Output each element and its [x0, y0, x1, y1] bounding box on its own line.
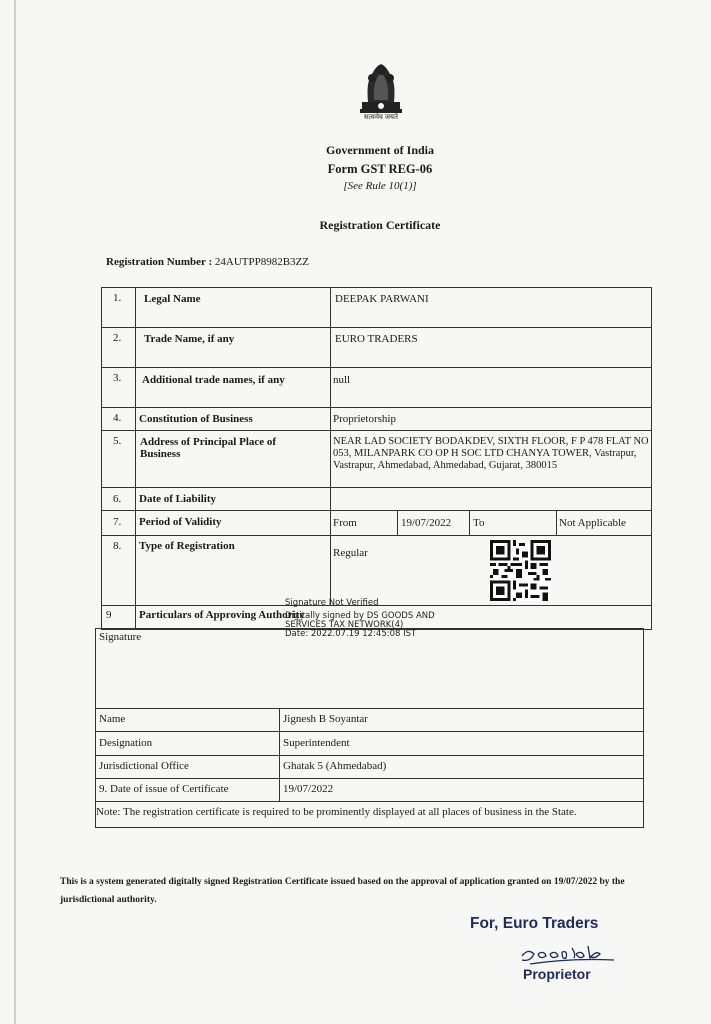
row-8-label: Type of Registration	[139, 540, 235, 552]
row-7-number: 7.	[113, 516, 122, 528]
issue-date-label: 9. Date of issue of Certificate	[99, 783, 229, 795]
row-5-label: Address of Principal Place of Business	[140, 436, 277, 460]
row-6-label: Date of Liability	[139, 493, 216, 505]
signature-label: Signature	[99, 631, 142, 643]
signature-date: Date: 2022.07.19 12:45:08 IST	[285, 629, 417, 639]
qr-code-icon	[490, 540, 551, 601]
row-4-value: Proprietorship	[333, 413, 396, 425]
authority-name-label: Name	[99, 713, 126, 725]
row-1-label: Legal Name	[144, 293, 201, 305]
row-3-label: Additional trade names, if any	[142, 374, 285, 386]
emblem-motto: सत्यमेव जयते	[364, 113, 398, 121]
jurisdictional-office-label: Jurisdictional Office	[99, 760, 189, 772]
jurisdictional-office-value: Ghatak 5 (Ahmedabad)	[283, 760, 387, 772]
certificate-title: Registration Certificate	[319, 218, 441, 232]
row-8-value: Regular	[333, 547, 368, 559]
registration-number	[106, 256, 309, 268]
validity-from-value: 19/07/2022	[401, 517, 452, 529]
system-generated-footer: This is a system generated digitally signed Registration Certificate issued based on the approval of application granted on 19/07/2022 by the jurisdictional authority.	[60, 877, 625, 905]
rule-reference: [See Rule 10(1)]	[343, 180, 417, 192]
digital-signature	[285, 599, 435, 639]
display-note: Note: The registration certificate is required to be prominently displayed at all places of business in the State.	[96, 806, 577, 818]
row-2-label: Trade Name, if any	[144, 333, 235, 345]
registration-number-label: Registration Number :	[106, 256, 213, 268]
row-9-number: 9	[106, 609, 112, 621]
form-title: Form GST REG-06	[327, 162, 433, 176]
signature-status: Signature Not Verified	[285, 598, 379, 608]
row-1-value: DEEPAK PARWANI	[335, 293, 429, 305]
row-5-value: NEAR LAD SOCIETY BODAKDEV, SIXTH FLOOR, F P 478 FLAT NO 053, MILANPARK CO OP H SOC LTD CHANYA TOWER, Vastrapur, Vastrapur, Ahmedabad, Ahmedabad, Gujarat, 380015	[333, 436, 649, 471]
row-5-number: 5.	[113, 435, 122, 447]
designation-value: Superintendent	[283, 737, 350, 749]
validity-from-label: From	[333, 517, 357, 529]
row-2-number: 2.	[113, 332, 122, 344]
firm-stamp: For, Euro Traders	[470, 915, 599, 932]
row-6-number: 6.	[113, 493, 122, 505]
row-4-number: 4.	[113, 412, 122, 424]
issue-date-value: 19/07/2022	[283, 783, 334, 795]
proprietor-stamp: Proprietor	[523, 966, 591, 982]
row-8-number: 8.	[113, 540, 122, 552]
registration-number-value: 24AUTPP8982B3ZZ	[214, 256, 309, 268]
signature-box	[95, 628, 644, 828]
row-9-label: Particulars of Approving Authority	[139, 609, 305, 621]
page-edge	[14, 0, 16, 1024]
row-3-number: 3.	[113, 372, 122, 384]
government-title: Government of India	[326, 143, 434, 157]
row-3-value: null	[333, 374, 351, 386]
designation-label: Designation	[99, 737, 153, 749]
row-7-label: Period of Validity	[139, 516, 222, 528]
signature-signed-by: Digitally signed by DS GOODS AND	[285, 611, 435, 621]
authority-name-value: Jignesh B Soyantar	[283, 713, 368, 725]
signature-signer-org: SERVICES TAX NETWORK(4)	[285, 620, 404, 630]
validity-to-value: Not Applicable	[559, 517, 626, 529]
row-1-number: 1.	[113, 292, 122, 304]
row-4-label: Constitution of Business	[139, 413, 253, 425]
row-2-value: EURO TRADERS	[335, 333, 418, 345]
validity-to-label: To	[473, 517, 485, 529]
